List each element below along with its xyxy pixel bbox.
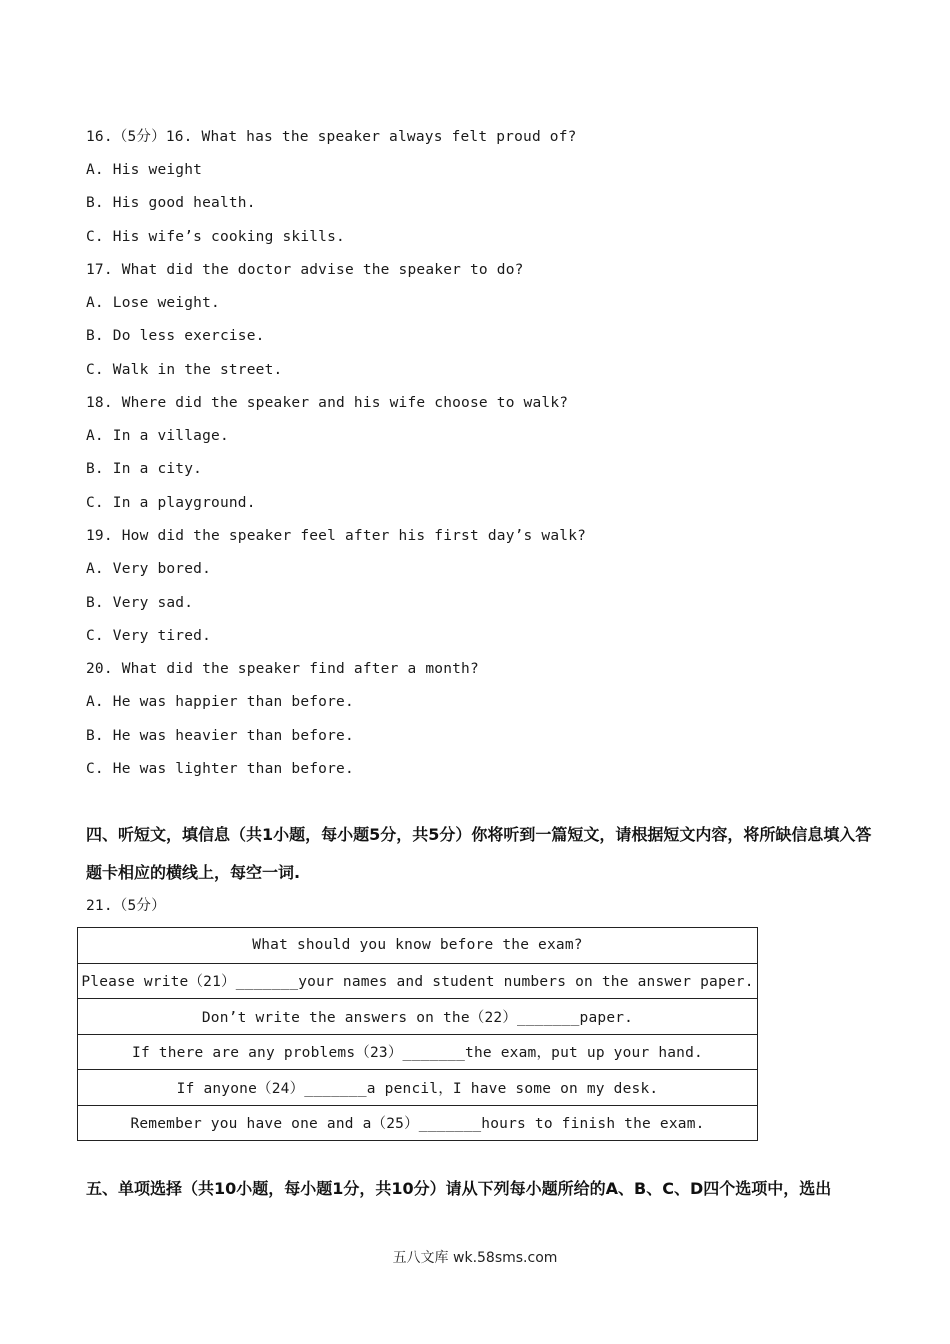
table-row [78,1070,758,1106]
table-cell: Remember you have one and a（25）_______hours to finish the exam. [78,1105,758,1141]
question-text: 19. How did the speaker feel after his first day’s walk? [86,528,587,544]
option-a: A. Lose weight. [86,295,220,311]
table-row [78,963,758,999]
table-row [78,1034,758,1070]
option-c: C. In a playground. [86,495,256,511]
option-c: C. Walk in the street. [86,362,283,378]
table-cell: What should you know before the exam? [78,928,758,964]
page-footer: 五八文库 wk.58sms.com [392,1250,558,1266]
question-text: 20. What did the speaker find after a month? [86,661,479,677]
table-cell: Don’t write the answers on the（22）_______paper. [78,999,758,1035]
option-c: C. He was lighter than before. [86,761,354,777]
question-text: 18. Where did the speaker and his wife choose to walk? [86,395,569,411]
option-a: A. He was happier than before. [86,694,354,710]
option-b: B. Do less exercise. [86,328,265,344]
table-row [78,999,758,1035]
option-a: A. In a village. [86,428,229,444]
section-5-heading: 五、单项选择（共10小题，每小题1分，共10分）请从下列每小题所给的A、B、C、D四个选项中，选出 [86,1179,832,1198]
option-b: B. Very sad. [86,595,194,611]
table-row [78,928,758,964]
item-21-label: 21.（5分） [86,898,166,914]
section-4-heading: 四、听短文，填信息（共1小题，每小题5分，共5分）你将听到一篇短文，请根据短文内容，将所缺信息填入答题卡相应的横线上，每空一词. [86,825,872,882]
question-text: 17. What did the doctor advise the speaker to do? [86,262,524,278]
table-row [78,1105,758,1141]
table-cell: Please write（21）_______your names and student numbers on the answer paper. [78,963,758,999]
fill-in-table [77,927,758,1141]
option-b: B. He was heavier than before. [86,728,354,744]
option-b: B. His good health. [86,195,256,211]
option-c: C. His wife’s cooking skills. [86,229,345,245]
table-cell: If there are any problems（23）_______the exam，put up your hand. [78,1034,758,1070]
option-b: B. In a city. [86,461,203,477]
table-cell: If anyone（24）_______a pencil，I have some on my desk. [78,1070,758,1106]
option-a: A. His weight [86,162,203,178]
option-a: A. Very bored. [86,561,212,577]
option-c: C. Very tired. [86,628,212,644]
question-text: 16.（5分）16. What has the speaker always felt proud of? [86,129,577,145]
